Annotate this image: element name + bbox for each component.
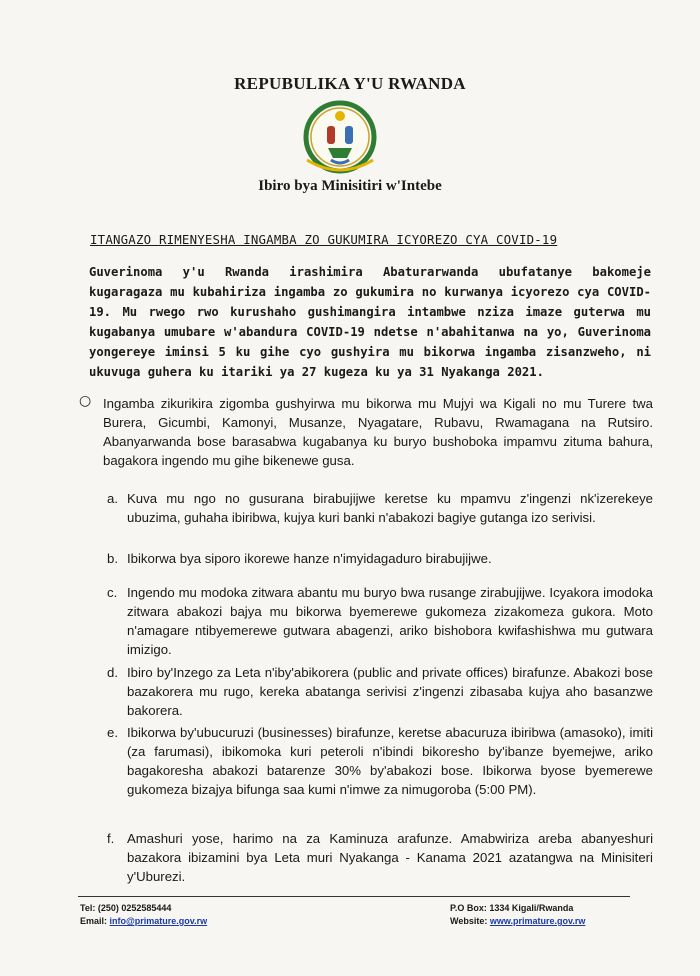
pobox-text: P.O Box: 1334 Kigali/Rwanda	[450, 903, 574, 913]
tel-label: Tel:	[80, 903, 96, 913]
item-c-text: Ingendo mu modoka zitwara abantu mu buryo bwa rusange zirabujijwe. Icyakora imodoka zitwara abakozi bajya mu bikorwa byemerewe gukomeza zizakomeza gukora. Moto n'amagare ntibyemerewe gutwara abagenzi, ariko bishobora kwifashishwa mu gutwara imizigo.	[127, 585, 653, 657]
item-f-text: Amashuri yose, harimo na za Kaminuza arafunze. Amabwiriza areba abanyeshuri bazakora ibizamini bya Leta muri Nyakanga - Kanama 2021 azatangwa na Minisiteri y'Uburezi.	[127, 831, 653, 884]
item-letter-b: b.	[107, 551, 118, 566]
item-letter-f: f.	[107, 831, 115, 846]
tel-value: (250) 0252585444	[97, 903, 172, 913]
item-b-text: Ibikorwa bya siporo ikorewe hanze n'imyidagaduro birabujijwe.	[127, 551, 492, 566]
item-d-text: Ibiro by'Inzego za Leta n'iby'abikorera (public and private offices) birafunze. Abakozi bose bazakorera mu rugo, kereka abatanga serivisi z'ingenzi zibasaba kujya aho basanzwe bakorera.	[127, 665, 653, 718]
item-letter-d: d.	[107, 665, 118, 680]
country-heading: REPUBULIKA Y'U RWANDA	[234, 74, 466, 93]
bullet-paragraph: Ingamba zikurikira zigomba gushyirwa mu bikorwa mu Mujyi wa Kigali no mu Turere twa Burera, Gicumbi, Kamonyi, Musanze, Nyagatare, Rubavu, Rwamagana na Rutsiro. Abanyarwanda bose barasabwa kugabanya ku buryo bushoboka impamvu zituma bahura, bagakora ingendo mu gihe bikenewe gusa.	[103, 396, 653, 468]
item-e-text: Ibikorwa by'ubucuruzi (businesses) birafunze, keretse abacuruza ibiribwa (amasoko), imiti (za farumasi), ibikomoka kuri peteroli n'ibindi bikoresho by'ibanze byemejwe, ariko bagakoresha abakozi batarenze 30% by'abakozi bose. Ibikorwa byose byemerewe gukomeza bizajya bifunga saa kumi n'imwe za nimugoroba (5:00 PM).	[127, 725, 653, 797]
item-letter-e: e.	[107, 725, 118, 740]
coat-of-arms-emblem	[297, 98, 383, 176]
item-a-text: Kuva mu ngo no gusurana birabujijwe keretse ku mpamvu z'ingenzi nk'izerekeye ubuzima, guhaha ibiribwa, kujya kuri banki n'abakozi bagiye gutanga izo serivisi.	[127, 491, 653, 525]
footer-address	[450, 902, 585, 928]
circle-bullet-icon: ○	[79, 393, 92, 409]
notice-title: ITANGAZO RIMENYESHA INGAMBA ZO GUKUMIRA ICYOREZO CYA COVID-19	[90, 232, 558, 247]
email-link[interactable]: info@primature.gov.rw	[109, 916, 208, 926]
website-label: Website:	[450, 916, 488, 926]
intro-paragraph: Guverinoma y'u Rwanda irashimira Abaturarwanda ubufatanye bakomeje kugaragaza mu kubahiriza ingamba zo gukumira no kurwanya icyorezo cya COVID-19. Mu rwego rwo kurushaho gushimangira intambwe nziza imaze guterwa mu kugabanya umubare w'abandura COVID-19 ndetse n'abahitanwa na yo, Guverinoma yongereye iminsi 5 ku gihe cyo gushyira mu bikorwa ingamba zisanzweho, ni ukuvuga guhera ku itariki ya 27 kugeza ku ya 31 Nyakanga 2021.	[89, 265, 651, 379]
website-link[interactable]: www.primature.gov.rw	[489, 916, 586, 926]
footer-contact	[80, 902, 207, 928]
item-letter-a: a.	[107, 491, 118, 506]
item-letter-c: c.	[107, 585, 118, 600]
footer-divider	[78, 896, 630, 897]
email-label: Email:	[80, 916, 108, 926]
office-heading: Ibiro bya Minisitiri w'Intebe	[258, 178, 442, 194]
